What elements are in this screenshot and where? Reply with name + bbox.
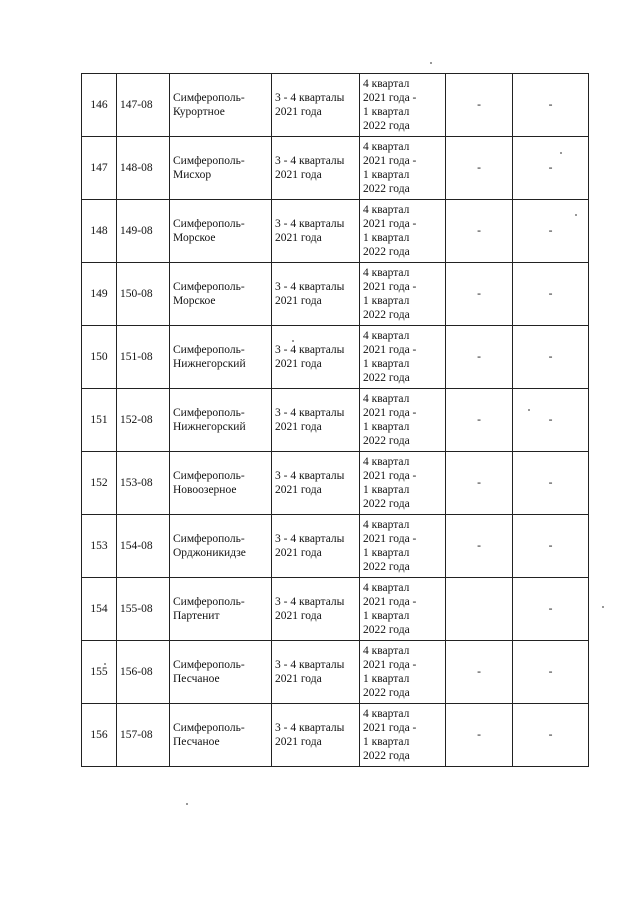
column-7-cell bbox=[513, 263, 589, 326]
route-name-cell bbox=[170, 452, 272, 515]
end-period-cell bbox=[360, 263, 446, 326]
route-code-cell-text: 150-08 bbox=[120, 288, 153, 300]
start-period-cell-text: 3 - 4 кварталы 2021 года bbox=[275, 722, 345, 748]
start-period-cell bbox=[272, 137, 360, 200]
column-6-cell bbox=[446, 641, 513, 704]
start-period-cell-text: 3 - 4 кварталы 2021 года bbox=[275, 470, 345, 496]
route-name-cell bbox=[170, 578, 272, 641]
end-period-cell-text: 4 квартал 2021 года - 1 квартал 2022 года bbox=[363, 141, 417, 195]
end-period-cell bbox=[360, 137, 446, 200]
start-period-cell-text: 3 - 4 кварталы 2021 года bbox=[275, 218, 345, 244]
scan-speck bbox=[430, 62, 432, 64]
column-6-cell-text: - bbox=[477, 225, 481, 237]
row-number-cell bbox=[82, 389, 117, 452]
column-7-cell bbox=[513, 137, 589, 200]
column-7-cell bbox=[513, 326, 589, 389]
start-period-cell bbox=[272, 200, 360, 263]
table-row bbox=[82, 74, 589, 137]
route-name-cell bbox=[170, 704, 272, 767]
column-6-cell bbox=[446, 704, 513, 767]
column-7-cell bbox=[513, 389, 589, 452]
row-number-cell bbox=[82, 452, 117, 515]
route-code-cell bbox=[117, 452, 170, 515]
route-code-cell-text: 151-08 bbox=[120, 351, 153, 363]
route-name-cell bbox=[170, 74, 272, 137]
start-period-cell-text: 3 - 4 кварталы 2021 года bbox=[275, 155, 345, 181]
column-6-cell bbox=[446, 74, 513, 137]
route-code-cell bbox=[117, 263, 170, 326]
scan-speck bbox=[528, 409, 530, 411]
column-6-cell bbox=[446, 578, 513, 641]
row-number-cell-text: 156 bbox=[90, 729, 108, 741]
column-6-cell bbox=[446, 200, 513, 263]
column-6-cell bbox=[446, 389, 513, 452]
row-number-cell-text: 150 bbox=[90, 351, 108, 363]
row-number-cell-text: 155 bbox=[90, 666, 108, 678]
table-row bbox=[82, 641, 589, 704]
row-number-cell bbox=[82, 263, 117, 326]
end-period-cell-text: 4 квартал 2021 года - 1 квартал 2022 года bbox=[363, 456, 417, 510]
route-code-cell bbox=[117, 515, 170, 578]
column-7-cell-text: - bbox=[548, 414, 553, 426]
route-code-cell bbox=[117, 704, 170, 767]
table-row bbox=[82, 578, 589, 641]
route-name-cell-text: Симферополь- Морское bbox=[173, 218, 245, 244]
start-period-cell bbox=[272, 452, 360, 515]
end-period-cell bbox=[360, 452, 446, 515]
column-7-cell bbox=[513, 515, 589, 578]
end-period-cell bbox=[360, 389, 446, 452]
route-code-cell-text: 157-08 bbox=[120, 729, 153, 741]
row-number-cell bbox=[82, 200, 117, 263]
column-6-cell-text: - bbox=[477, 99, 481, 111]
column-6-cell-text: - bbox=[477, 540, 481, 552]
column-7-cell bbox=[513, 641, 589, 704]
column-7-cell-text: - bbox=[548, 729, 553, 741]
end-period-cell-text: 4 квартал 2021 года - 1 квартал 2022 года bbox=[363, 519, 417, 573]
row-number-cell bbox=[82, 326, 117, 389]
scan-speck bbox=[575, 214, 577, 216]
route-name-cell bbox=[170, 326, 272, 389]
end-period-cell-text: 4 квартал 2021 года - 1 квартал 2022 года bbox=[363, 267, 417, 321]
column-6-cell-text: - bbox=[477, 729, 481, 741]
column-6-cell-text: - bbox=[477, 414, 481, 426]
row-number-cell bbox=[82, 515, 117, 578]
column-7-cell bbox=[513, 74, 589, 137]
column-6-cell bbox=[446, 452, 513, 515]
route-name-cell-text: Симферополь- Орджоникидзе bbox=[173, 533, 246, 559]
route-code-cell bbox=[117, 326, 170, 389]
column-6-cell-text: - bbox=[477, 162, 481, 174]
end-period-cell-text: 4 квартал 2021 года - 1 квартал 2022 года bbox=[363, 645, 417, 699]
route-name-cell-text: Симферополь- Песчаное bbox=[173, 659, 245, 685]
route-code-cell-text: 152-08 bbox=[120, 414, 153, 426]
start-period-cell bbox=[272, 389, 360, 452]
route-code-cell-text: 153-08 bbox=[120, 477, 153, 489]
column-7-cell bbox=[513, 578, 589, 641]
column-7-cell-text: - bbox=[548, 351, 553, 363]
end-period-cell-text: 4 квартал 2021 года - 1 квартал 2022 года bbox=[363, 78, 417, 132]
column-7-cell-text: - bbox=[548, 603, 553, 615]
end-period-cell-text: 4 квартал 2021 года - 1 квартал 2022 года bbox=[363, 330, 417, 384]
row-number-cell bbox=[82, 74, 117, 137]
route-name-cell-text: Симферополь- Курортное bbox=[173, 92, 245, 118]
route-name-cell bbox=[170, 200, 272, 263]
table-row bbox=[82, 137, 589, 200]
end-period-cell bbox=[360, 515, 446, 578]
start-period-cell bbox=[272, 263, 360, 326]
column-7-cell bbox=[513, 200, 589, 263]
route-name-cell bbox=[170, 515, 272, 578]
route-code-cell-text: 154-08 bbox=[120, 540, 153, 552]
column-6-cell-text: - bbox=[477, 288, 481, 300]
route-name-cell bbox=[170, 263, 272, 326]
start-period-cell-text: 3 - 4 кварталы 2021 года bbox=[275, 344, 345, 370]
column-7-cell-text: - bbox=[548, 162, 553, 174]
row-number-cell bbox=[82, 578, 117, 641]
column-7-cell bbox=[513, 704, 589, 767]
end-period-cell bbox=[360, 578, 446, 641]
row-number-cell-text: 154 bbox=[90, 603, 108, 615]
end-period-cell bbox=[360, 704, 446, 767]
column-6-cell-text: - bbox=[477, 351, 481, 363]
end-period-cell bbox=[360, 200, 446, 263]
route-code-cell-text: 156-08 bbox=[120, 666, 153, 678]
start-period-cell bbox=[272, 326, 360, 389]
row-number-cell-text: 147 bbox=[90, 162, 108, 174]
column-6-cell bbox=[446, 263, 513, 326]
table-row bbox=[82, 389, 589, 452]
route-name-cell-text: Симферополь- Песчаное bbox=[173, 722, 245, 748]
scan-speck bbox=[104, 663, 106, 665]
end-period-cell bbox=[360, 326, 446, 389]
start-period-cell bbox=[272, 74, 360, 137]
route-name-cell bbox=[170, 137, 272, 200]
start-period-cell bbox=[272, 515, 360, 578]
routes-table-body bbox=[82, 74, 589, 767]
row-number-cell bbox=[82, 137, 117, 200]
scan-speck bbox=[186, 803, 188, 805]
row-number-cell bbox=[82, 641, 117, 704]
route-code-cell-text: 155-08 bbox=[120, 603, 153, 615]
end-period-cell bbox=[360, 641, 446, 704]
scan-speck bbox=[602, 606, 604, 608]
route-code-cell bbox=[117, 641, 170, 704]
table-row bbox=[82, 263, 589, 326]
start-period-cell bbox=[272, 641, 360, 704]
route-name-cell-text: Симферополь- Морское bbox=[173, 281, 245, 307]
start-period-cell-text: 3 - 4 кварталы 2021 года bbox=[275, 533, 345, 559]
start-period-cell-text: 3 - 4 кварталы 2021 года bbox=[275, 281, 345, 307]
row-number-cell-text: 151 bbox=[90, 414, 108, 426]
start-period-cell bbox=[272, 704, 360, 767]
route-name-cell-text: Симферополь- Новоозерное bbox=[173, 470, 245, 496]
row-number-cell-text: 152 bbox=[90, 477, 108, 489]
scan-speck bbox=[292, 340, 294, 342]
row-number-cell bbox=[82, 704, 117, 767]
end-period-cell-text: 4 квартал 2021 года - 1 квартал 2022 года bbox=[363, 582, 417, 636]
route-code-cell-text: 148-08 bbox=[120, 162, 153, 174]
table-row bbox=[82, 452, 589, 515]
route-name-cell bbox=[170, 641, 272, 704]
route-code-cell bbox=[117, 578, 170, 641]
column-7-cell-text: - bbox=[548, 225, 553, 237]
table-row bbox=[82, 515, 589, 578]
end-period-cell bbox=[360, 74, 446, 137]
column-6-cell bbox=[446, 326, 513, 389]
row-number-cell-text: 146 bbox=[90, 99, 108, 111]
start-period-cell-text: 3 - 4 кварталы 2021 года bbox=[275, 659, 345, 685]
route-name-cell-text: Симферополь- Нижнегорский bbox=[173, 407, 246, 433]
scan-speck bbox=[560, 152, 562, 154]
start-period-cell bbox=[272, 578, 360, 641]
route-code-cell bbox=[117, 389, 170, 452]
column-7-cell-text: - bbox=[548, 540, 553, 552]
start-period-cell-text: 3 - 4 кварталы 2021 года bbox=[275, 407, 345, 433]
column-6-cell bbox=[446, 515, 513, 578]
row-number-cell-text: 148 bbox=[90, 225, 108, 237]
start-period-cell-text: 3 - 4 кварталы 2021 года bbox=[275, 596, 345, 622]
end-period-cell-text: 4 квартал 2021 года - 1 квартал 2022 года bbox=[363, 393, 417, 447]
column-7-cell bbox=[513, 452, 589, 515]
row-number-cell-text: 153 bbox=[90, 540, 108, 552]
route-code-cell-text: 149-08 bbox=[120, 225, 153, 237]
column-7-cell-text: - bbox=[548, 288, 553, 300]
route-code-cell bbox=[117, 200, 170, 263]
route-name-cell-text: Симферополь- Партенит bbox=[173, 596, 245, 622]
route-name-cell bbox=[170, 389, 272, 452]
table-row bbox=[82, 704, 589, 767]
route-code-cell bbox=[117, 74, 170, 137]
row-number-cell-text: 149 bbox=[90, 288, 108, 300]
route-code-cell-text: 147-08 bbox=[120, 99, 153, 111]
route-name-cell-text: Симферополь- Мисхор bbox=[173, 155, 245, 181]
table-row bbox=[82, 200, 589, 263]
route-name-cell-text: Симферополь- Нижнегорский bbox=[173, 344, 246, 370]
column-7-cell-text: - bbox=[548, 477, 553, 489]
start-period-cell-text: 3 - 4 кварталы 2021 года bbox=[275, 92, 345, 118]
column-7-cell-text: - bbox=[548, 666, 553, 678]
end-period-cell-text: 4 квартал 2021 года - 1 квартал 2022 года bbox=[363, 708, 417, 762]
column-6-cell-text: - bbox=[477, 666, 481, 678]
routes-table bbox=[81, 73, 589, 767]
route-code-cell bbox=[117, 137, 170, 200]
table-row bbox=[82, 326, 589, 389]
column-7-cell-text: - bbox=[548, 99, 553, 111]
column-6-cell bbox=[446, 137, 513, 200]
end-period-cell-text: 4 квартал 2021 года - 1 квартал 2022 года bbox=[363, 204, 417, 258]
column-6-cell-text: - bbox=[477, 477, 481, 489]
